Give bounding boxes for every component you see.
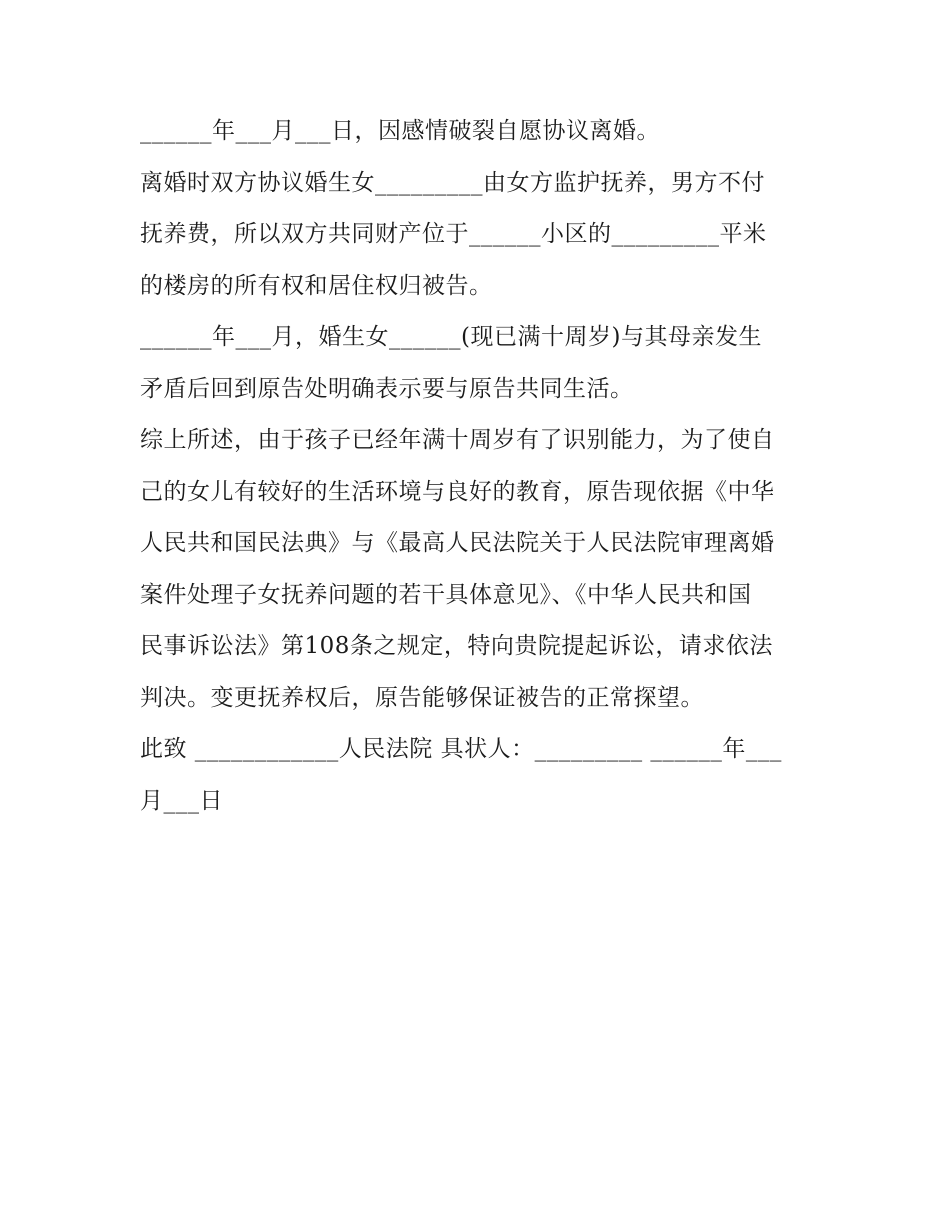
- text-line: 矛盾后回到原告处明确表示要与原告共同生活。: [140, 375, 634, 402]
- text-line: 判决。变更抚养权后，原告能够保证被告的正常探望。: [140, 684, 704, 711]
- text-line: 综上所述，由于孩子已经年满十周岁有了识别能力，为了使自: [140, 427, 775, 453]
- text-line: 抚养费，所以双方共同财产位于______小区的_________平米: [140, 221, 767, 247]
- document-body: [140, 106, 815, 827]
- text-line: 人民共和国民法典》与《最高人民法院关于人民法院审理离婚: [140, 530, 775, 556]
- text-line: 案件处理子女抚养问题的若干具体意见》、《中华人民共和国: [140, 581, 752, 608]
- text-line: 此致 ____________人民法院 具状人：_________ ______年___: [140, 736, 782, 762]
- text-line: 离婚时双方协议婚生女_________由女方监护抚养，男方不付: [140, 169, 765, 196]
- text-line: 的楼房的所有权和居住权归被告。: [140, 272, 493, 299]
- text-line: 民事诉讼法》第108条之规定，特向贵院提起诉讼，请求依法: [140, 633, 773, 659]
- text-line: ______年___月，婚生女______(现已满十周岁)与其母亲发生: [140, 324, 762, 350]
- text-line: 月___日: [140, 787, 223, 814]
- text-line: 己的女儿有较好的生活环境与良好的教育，原告现依据《中华: [140, 478, 775, 505]
- text-line: ______年___月___日，因感情破裂自愿协议离婚。: [140, 118, 660, 144]
